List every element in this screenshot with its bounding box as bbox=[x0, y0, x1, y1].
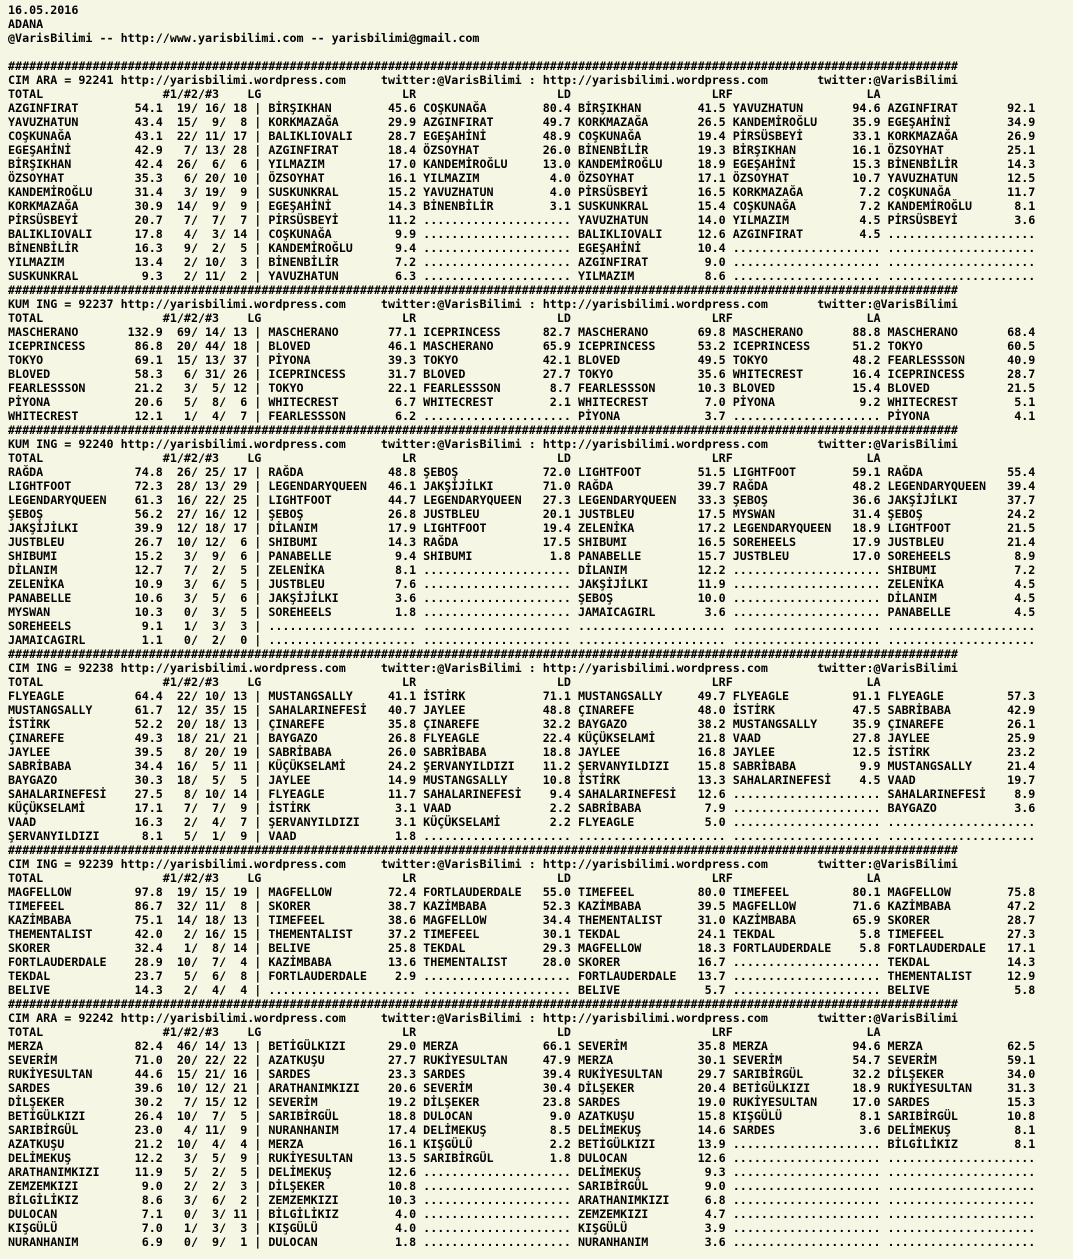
section-separator: ####################################################################################################################################### bbox=[8, 423, 958, 437]
table-row: SKORER 32.4 1/ 8/ 14 | BELIVE 25.8 TEKDAL 29.3 MAGFELLOW 18.3 FORTLAUDERDALE 5.8 FORTLAUDERDALE 17.1 bbox=[8, 941, 1036, 955]
table-row: BELIVE 14.3 2/ 4/ 4 | ..................... ..................... BELIVE 5.7 ..................... BELIVE 5.8 bbox=[8, 983, 1036, 997]
table-row: BİRŞIKHAN 42.4 26/ 6/ 6 | YILMAZIM 17.0 KANDEMİROĞLU 13.0 KANDEMİROĞLU 18.9 EGEŞAHİNİ 15.3 BİNENBİLİR 14.3 bbox=[8, 157, 1036, 171]
table-row: JAKŞİJİLKI 39.9 12/ 18/ 17 | DİLANIM 17.9 LIGHTFOOT 19.4 ZELENİKA 17.2 LEGENDARYQUEEN 18.9 LIGHTFOOT 21.5 bbox=[8, 521, 1036, 535]
table-row: MASCHERANO 132.9 69/ 14/ 13 | MASCHERANO 77.1 ICEPRINCESS 82.7 MASCHERANO 69.8 MASCHERANO 88.8 MASCHERANO 68.4 bbox=[8, 325, 1036, 339]
race-header: CIM ING = 92239 http://yarisbilimi.wordpress.com twitter:@VarisBilimi : http://yarisbilimi.wordpress.com twitter:@VarisBilimi bbox=[8, 857, 958, 871]
table-row: SHIBUMI 15.2 3/ 9/ 6 | PANABELLE 9.4 SHIBUMI 1.8 PANABELLE 15.7 JUSTBLEU 17.0 SOREHEELS 8.9 bbox=[8, 549, 1036, 563]
table-row: BİNENBİLİR 16.3 9/ 2/ 5 | KANDEMİROĞLU 9.4 ..................... EGEŞAHİNİ 10.4 ..................... ..................... bbox=[8, 241, 1036, 255]
table-row: BETİGÜLKIZI 26.4 10/ 7/ 5 | SARIBİRGÜL 18.8 DULOCAN 9.0 AZATKUŞU 15.8 KIŞGÜLÜ 8.1 SARIBİRGÜL 10.8 bbox=[8, 1109, 1036, 1123]
table-row: BAYGAZO 30.3 18/ 5/ 5 | JAYLEE 14.9 MUSTANGSALLY 10.8 İSTİRK 13.3 SAHALARINEFESİ 4.5 VAAD 19.7 bbox=[8, 773, 1036, 787]
table-row: RUKİYESULTAN 44.6 15/ 21/ 16 | SARDES 23.3 SARDES 39.4 RUKİYESULTAN 29.7 SARIBİRGÜL 32.2 DİLŞEKER 34.0 bbox=[8, 1067, 1036, 1081]
race-header: KUM ING = 92240 http://yarisbilimi.wordpress.com twitter:@VarisBilimi : http://yarisbilimi.wordpress.com twitter:@VarisBilimi bbox=[8, 437, 958, 451]
table-row: PİRSÜSBEYİ 20.7 7/ 7/ 7 | PİRSÜSBEYİ 11.2 ..................... YAVUZHATUN 14.0 YILMAZIM 4.5 PİRSÜSBEYİ 3.6 bbox=[8, 213, 1036, 227]
table-row: COŞKUNAĞA 43.1 22/ 11/ 17 | BALIKLIOVALI 28.7 EGEŞAHİNİ 48.9 COŞKUNAĞA 19.4 PİRSÜSBEYİ 33.1 KORKMAZAĞA 26.9 bbox=[8, 129, 1036, 143]
table-row: KORKMAZAĞA 30.9 14/ 9/ 9 | EGEŞAHİNİ 14.3 BİNENBİLİR 3.1 SUSKUNKRAL 15.4 COŞKUNAĞA 7.2 KANDEMİROĞLU 8.1 bbox=[8, 199, 1036, 213]
table-row: YILMAZIM 13.4 2/ 10/ 3 | BİNENBİLİR 7.2 ..................... AZGINFIRAT 9.0 ..................... ..................... bbox=[8, 255, 1036, 269]
section-separator: ####################################################################################################################################### bbox=[8, 997, 958, 1011]
race-header: CIM ARA = 92242 http://yarisbilimi.wordpress.com twitter:@VarisBilimi : http://yarisbilimi.wordpress.com twitter:@VarisBilimi bbox=[8, 1011, 958, 1025]
table-row: FORTLAUDERDALE 28.9 10/ 7/ 4 | KAZİMBABA 13.6 THEMENTALIST 28.0 SKORER 16.7 ..................... TEKDAL 14.3 bbox=[8, 955, 1036, 969]
column-header: TOTAL #1/#2/#3 LG LR LD LRF LA bbox=[8, 1025, 881, 1039]
table-row: VAAD 16.3 2/ 4/ 7 | ŞERVANYILDIZI 3.1 KÜÇÜKSELAMİ 2.2 FLYEAGLE 5.0 ..................... ..................... bbox=[8, 815, 1036, 829]
table-row: ARATHANIMKIZI 11.9 5/ 2/ 5 | DELİMEKUŞ 12.6 ..................... DELİMEKUŞ 9.3 ..................... ..................... bbox=[8, 1165, 1036, 1179]
table-row: RAĞDA 74.8 26/ 25/ 17 | RAĞDA 48.8 ŞEBOŞ 72.0 LIGHTFOOT 51.5 LIGHTFOOT 59.1 RAĞDA 55.4 bbox=[8, 465, 1036, 479]
table-row: PANABELLE 10.6 3/ 5/ 6 | JAKŞİJİLKI 3.6 ..................... ŞEBOŞ 10.0 ..................... DİLANIM 4.5 bbox=[8, 591, 1036, 605]
table-row: ÖZSOYHAT 35.3 6/ 20/ 10 | ÖZSOYHAT 16.1 YILMAZIM 4.0 ÖZSOYHAT 17.1 ÖZSOYHAT 10.7 YAVUZHATUN 12.5 bbox=[8, 171, 1036, 185]
table-row: SAHALARINEFESİ 27.5 8/ 10/ 14 | FLYEAGLE 11.7 SAHALARINEFESİ 9.4 SAHALARINEFESİ 12.6 ..................... SAHALARINEFESİ 8.9 bbox=[8, 787, 1036, 801]
table-row: LIGHTFOOT 72.3 28/ 13/ 29 | LEGENDARYQUEEN 46.1 JAKŞİJİLKI 71.0 RAĞDA 39.7 RAĞDA 48.2 LEGENDARYQUEEN 39.4 bbox=[8, 479, 1036, 493]
table-row: ŞERVANYILDIZI 8.1 5/ 1/ 9 | VAAD 1.8 ..................... ..................... ..................... ..................... bbox=[8, 829, 1036, 843]
table-row: MUSTANGSALLY 61.7 12/ 35/ 15 | SAHALARINEFESİ 40.7 JAYLEE 48.8 ÇINAREFE 48.0 İSTİRK 47.5 SABRİBABA 42.9 bbox=[8, 703, 1036, 717]
table-row: BLOVED 58.3 6/ 31/ 26 | ICEPRINCESS 31.7 BLOVED 27.7 TOKYO 35.6 WHITECREST 16.4 ICEPRINCESS 28.7 bbox=[8, 367, 1036, 381]
table-row: MYSWAN 10.3 0/ 3/ 5 | SOREHEELS 1.8 ..................... JAMAICAGIRL 3.6 ..................... PANABELLE 4.5 bbox=[8, 605, 1036, 619]
table-row: SUSKUNKRAL 9.3 2/ 11/ 2 | YAVUZHATUN 6.3 ..................... YILMAZIM 8.6 ..................... ..................... bbox=[8, 269, 1036, 283]
table-row: TEKDAL 23.7 5/ 6/ 8 | FORTLAUDERDALE 2.9 ..................... FORTLAUDERDALE 13.7 ..................... THEMENTALIST 12.9 bbox=[8, 969, 1036, 983]
table-row: ICEPRINCESS 86.8 20/ 44/ 18 | BLOVED 46.1 MASCHERANO 65.9 ICEPRINCESS 53.2 ICEPRINCESS 51.2 TOKYO 60.5 bbox=[8, 339, 1036, 353]
table-row: TIMEFEEL 86.7 32/ 11/ 8 | SKORER 38.7 KAZİMBABA 52.3 KAZİMBABA 39.5 MAGFELLOW 71.6 KAZİMBABA 47.2 bbox=[8, 899, 1036, 913]
table-row: KAZİMBABA 75.1 14/ 18/ 13 | TIMEFEEL 38.6 MAGFELLOW 34.4 THEMENTALIST 31.0 KAZİMBABA 65.9 SKORER 28.7 bbox=[8, 913, 1036, 927]
section-separator: ####################################################################################################################################### bbox=[8, 59, 958, 73]
table-row: KIŞGÜLÜ 7.0 1/ 3/ 3 | KIŞGÜLÜ 4.0 ..................... KIŞGÜLÜ 3.9 ..................... ..................... bbox=[8, 1221, 1036, 1235]
table-row: NURANHANIM 6.9 0/ 9/ 1 | DULOCAN 1.8 ..................... NURANHANIM 3.6 ..................... ..................... bbox=[8, 1235, 1036, 1249]
table-row: BALIKLIOVALI 17.8 4/ 3/ 14 | COŞKUNAĞA 9.9 ..................... BALIKLIOVALI 12.6 AZGINFIRAT 4.5 ..................... bbox=[8, 227, 1036, 241]
race-header: CIM ARA = 92241 http://yarisbilimi.wordpress.com twitter:@VarisBilimi : http://yarisbilimi.wordpress.com twitter:@VarisBilimi bbox=[8, 73, 958, 87]
table-row: WHITECREST 12.1 1/ 4/ 7 | FEARLESSSON 6.2 ..................... PİYONA 3.7 ..................... PİYONA 4.1 bbox=[8, 409, 1036, 423]
column-header: TOTAL #1/#2/#3 LG LR LD LRF LA bbox=[8, 675, 881, 689]
race-header: CIM ING = 92238 http://yarisbilimi.wordpress.com twitter:@VarisBilimi : http://yarisbilimi.wordpress.com twitter:@VarisBilimi bbox=[8, 661, 958, 675]
table-row: İSTİRK 52.2 20/ 18/ 13 | ÇINAREFE 35.8 ÇINAREFE 32.2 BAYGAZO 38.2 MUSTANGSALLY 35.9 ÇINAREFE 26.1 bbox=[8, 717, 1036, 731]
table-row: ZELENİKA 10.9 3/ 6/ 5 | JUSTBLEU 7.6 ..................... JAKŞİJİLKI 11.9 ..................... ZELENİKA 4.5 bbox=[8, 577, 1036, 591]
table-row: SABRİBABA 34.4 16/ 5/ 11 | KÜÇÜKSELAMİ 24.2 ŞERVANYILDIZI 11.2 ŞERVANYILDIZI 15.8 SABRİBABA 9.9 MUSTANGSALLY 21.4 bbox=[8, 759, 1036, 773]
table-row: DİLŞEKER 30.2 7/ 15/ 12 | SEVERİM 19.2 DİLŞEKER 23.8 SARDES 19.0 RUKİYESULTAN 17.0 SARDES 15.3 bbox=[8, 1095, 1036, 1109]
table-row: SARIBİRGÜL 23.0 4/ 11/ 9 | NURANHANIM 17.4 DELİMEKUŞ 8.5 DELİMEKUŞ 14.6 SARDES 3.6 DELİMEKUŞ 8.1 bbox=[8, 1123, 1036, 1137]
section-separator: ####################################################################################################################################### bbox=[8, 283, 958, 297]
table-row: THEMENTALIST 42.0 2/ 16/ 15 | THEMENTALIST 37.2 TIMEFEEL 30.1 TEKDAL 24.1 TEKDAL 5.8 TIMEFEEL 27.3 bbox=[8, 927, 1036, 941]
table-row: LEGENDARYQUEEN 61.3 16/ 22/ 25 | LIGHTFOOT 44.7 LEGENDARYQUEEN 27.3 LEGENDARYQUEEN 33.3 ŞEBOŞ 36.6 JAKŞİJİLKI 37.7 bbox=[8, 493, 1036, 507]
table-row: ŞEBOŞ 56.2 27/ 16/ 12 | ŞEBOŞ 26.8 JUSTBLEU 20.1 JUSTBLEU 17.5 MYSWAN 31.4 ŞEBOŞ 24.2 bbox=[8, 507, 1036, 521]
table-row: AZGINFIRAT 54.1 19/ 16/ 18 | BİRŞIKHAN 45.6 COŞKUNAĞA 80.4 BİRŞIKHAN 41.5 YAVUZHATUN 94.6 AZGINFIRAT 92.1 bbox=[8, 101, 1036, 115]
race-tables bbox=[8, 45, 1073, 1249]
section-separator: ####################################################################################################################################### bbox=[8, 843, 958, 857]
table-row: JUSTBLEU 26.7 10/ 12/ 6 | SHIBUMI 14.3 RAĞDA 17.5 SHIBUMI 16.5 SOREHEELS 17.9 JUSTBLEU 21.4 bbox=[8, 535, 1036, 549]
table-row: PİYONA 20.6 5/ 8/ 6 | WHITECREST 6.7 WHITECREST 2.1 WHITECREST 7.0 PİYONA 9.2 WHITECREST 5.1 bbox=[8, 395, 1036, 409]
table-row: BİLGİLİKIZ 8.6 3/ 6/ 2 | ZEMZEMKIZI 10.3 ..................... ARATHANIMKIZI 6.8 ..................... ..................... bbox=[8, 1193, 1036, 1207]
table-row: ÇINAREFE 49.3 18/ 21/ 21 | BAYGAZO 26.8 FLYEAGLE 22.4 KÜÇÜKSELAMİ 21.8 VAAD 27.8 JAYLEE 25.9 bbox=[8, 731, 1036, 745]
table-row: SOREHEELS 9.1 1/ 3/ 3 | ..................... ..................... ..................... ..................... ..................... bbox=[8, 619, 1036, 633]
table-row: EGEŞAHİNİ 42.9 7/ 13/ 28 | AZGINFIRAT 18.4 ÖZSOYHAT 26.0 BİNENBİLİR 19.3 BİRŞIKHAN 16.1 ÖZSOYHAT 25.1 bbox=[8, 143, 1036, 157]
table-row: SARDES 39.6 10/ 12/ 21 | ARATHANIMKIZI 20.6 SEVERİM 30.4 DİLŞEKER 20.4 BETİGÜLKIZI 18.9 RUKİYESULTAN 31.3 bbox=[8, 1081, 1036, 1095]
column-header: TOTAL #1/#2/#3 LG LR LD LRF LA bbox=[8, 311, 881, 325]
race-header: KUM ING = 92237 http://yarisbilimi.wordpress.com twitter:@VarisBilimi : http://yarisbilimi.wordpress.com twitter:@VarisBilimi bbox=[8, 297, 958, 311]
table-row: MERZA 82.4 46/ 14/ 13 | BETİGÜLKIZI 29.0 MERZA 66.1 SEVERİM 35.8 MERZA 94.6 MERZA 62.5 bbox=[8, 1039, 1036, 1053]
table-row: DİLANIM 12.7 7/ 2/ 5 | ZELENİKA 8.1 ..................... DİLANIM 12.2 ..................... SHIBUMI 7.2 bbox=[8, 563, 1036, 577]
column-header: TOTAL #1/#2/#3 LG LR LD LRF LA bbox=[8, 871, 881, 885]
table-row: DULOCAN 7.1 0/ 3/ 11 | BİLGİLİKIZ 4.0 ..................... ZEMZEMKIZI 4.7 ..................... ..................... bbox=[8, 1207, 1036, 1221]
table-row: KÜÇÜKSELAMİ 17.1 7/ 7/ 9 | İSTİRK 3.1 VAAD 2.2 SABRİBABA 7.9 ..................... BAYGAZO 3.6 bbox=[8, 801, 1036, 815]
blank-line bbox=[8, 45, 1073, 59]
table-row: YAVUZHATUN 43.4 15/ 9/ 8 | KORKMAZAĞA 29.9 AZGINFIRAT 49.7 KORKMAZAĞA 26.5 KANDEMİROĞLU 35.9 EGEŞAHİNİ 34.9 bbox=[8, 115, 1036, 129]
table-row: AZATKUŞU 21.2 10/ 4/ 4 | MERZA 16.1 KIŞGÜLÜ 2.2 BETİGÜLKIZI 13.9 ..................... BİLGİLİKIZ 8.1 bbox=[8, 1137, 1036, 1151]
table-row: ZEMZEMKIZI 9.0 2/ 2/ 3 | DİLŞEKER 10.8 ..................... SARIBİRGÜL 9.0 ..................... ..................... bbox=[8, 1179, 1036, 1193]
contact-line: @VarisBilimi -- http://www.yarisbilimi.com -- yarisbilimi@gmail.com bbox=[8, 31, 480, 45]
table-row: SEVERİM 71.0 20/ 22/ 22 | AZATKUŞU 27.7 RUKİYESULTAN 47.9 MERZA 30.1 SEVERİM 54.7 SEVERİM 59.1 bbox=[8, 1053, 1036, 1067]
table-row: KANDEMİROĞLU 31.4 3/ 19/ 9 | SUSKUNKRAL 15.2 YAVUZHATUN 4.0 PİRSÜSBEYİ 16.5 KORKMAZAĞA 7.2 COŞKUNAĞA 11.7 bbox=[8, 185, 1036, 199]
table-row: FLYEAGLE 64.4 22/ 10/ 13 | MUSTANGSALLY 41.1 İSTİRK 71.1 MUSTANGSALLY 49.7 FLYEAGLE 91.1 FLYEAGLE 57.3 bbox=[8, 689, 1036, 703]
table-row: JAYLEE 39.5 8/ 20/ 19 | SABRİBABA 26.0 SABRİBABA 18.8 JAYLEE 16.8 JAYLEE 12.5 İSTİRK 23.2 bbox=[8, 745, 1036, 759]
section-separator: ####################################################################################################################################### bbox=[8, 647, 958, 661]
table-row: TOKYO 69.1 15/ 13/ 37 | PİYONA 39.3 TOKYO 42.1 BLOVED 49.5 TOKYO 48.2 FEARLESSSON 40.9 bbox=[8, 353, 1036, 367]
column-header: TOTAL #1/#2/#3 LG LR LD LRF LA bbox=[8, 451, 881, 465]
table-row: DELİMEKUŞ 12.2 3/ 5/ 9 | RUKİYESULTAN 13.5 SARIBİRGÜL 1.8 DULOCAN 12.6 ..................... ..................... bbox=[8, 1151, 1036, 1165]
table-row: MAGFELLOW 97.8 19/ 15/ 19 | MAGFELLOW 72.4 FORTLAUDERDALE 55.0 TIMEFEEL 80.0 TIMEFEEL 80.1 MAGFELLOW 75.8 bbox=[8, 885, 1036, 899]
table-row: JAMAICAGIRL 1.1 0/ 2/ 0 | ..................... ..................... ..................... ..................... ..................... bbox=[8, 633, 1036, 647]
report-date: 16.05.2016 bbox=[8, 3, 79, 17]
table-row: FEARLESSSON 21.2 3/ 5/ 12 | TOKYO 22.1 FEARLESSSON 8.7 FEARLESSSON 10.3 BLOVED 15.4 BLOVED 21.5 bbox=[8, 381, 1036, 395]
column-header: TOTAL #1/#2/#3 LG LR LD LRF LA bbox=[8, 87, 881, 101]
report-city: ADANA bbox=[8, 17, 44, 31]
